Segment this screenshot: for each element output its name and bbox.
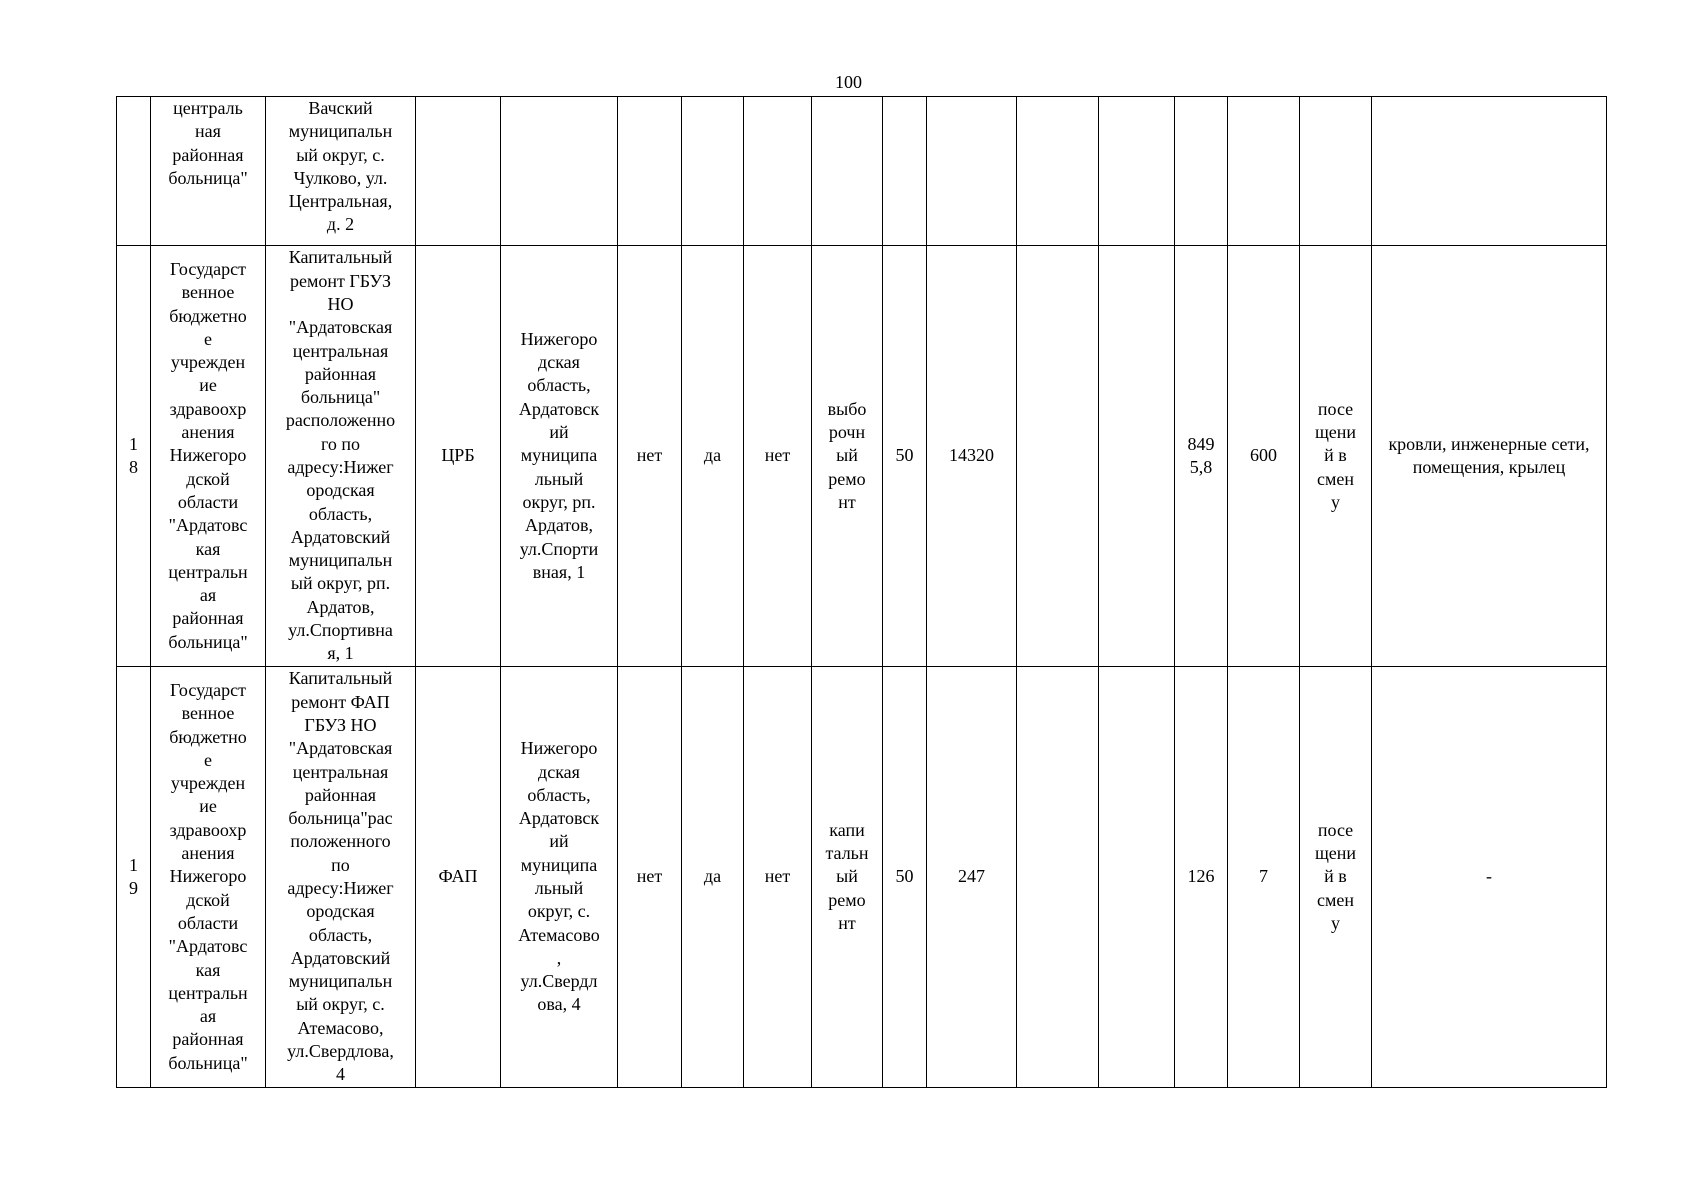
value-cell-10: 600 (1228, 246, 1300, 667)
flag-cell-3: нет (744, 246, 812, 667)
value-cell-9 (1175, 97, 1228, 246)
value-cell-7 (1017, 246, 1099, 667)
table-row (117, 667, 1607, 1088)
flag-cell-1: нет (618, 667, 682, 1088)
value-cell-7 (1017, 667, 1099, 1088)
row-number-cell (117, 97, 151, 246)
unit-cell: посе щени й в смен у (1300, 246, 1372, 667)
value-cell-6 (927, 97, 1017, 246)
object-cell: Вачский муниципальн ый округ, с. Чулково, ул. Центральная, д. 2 (266, 97, 416, 246)
facility-type-cell (416, 97, 501, 246)
flag-cell-2: да (682, 246, 744, 667)
work-type-cell: выбо рочн ый ремо нт (812, 246, 883, 667)
address-cell: Нижегоро дская область, Ардатовск ий муниципа льный округ, с. Атемасово , ул.Свердл ова, 4 (501, 667, 618, 1088)
value-cell-5 (883, 97, 927, 246)
row-number-cell: 1 9 (117, 667, 151, 1088)
row-number-cell: 1 8 (117, 246, 151, 667)
address-cell (501, 97, 618, 246)
organization-cell: Государст венное бюджетно е учрежден ие здравоохр анения Нижегоро дской области "Ардатовс кая центральн ая районная больница" (151, 667, 266, 1088)
table-row (117, 97, 1607, 246)
address-cell: Нижегоро дская область, Ардатовск ий муниципа льный округ, рп. Ардатов, ул.Спорти вная, 1 (501, 246, 618, 667)
value-cell-9: 126 (1175, 667, 1228, 1088)
unit-cell (1300, 97, 1372, 246)
value-cell-5: 50 (883, 667, 927, 1088)
flag-cell-1 (618, 97, 682, 246)
document-table (116, 96, 1607, 1088)
value-cell-8 (1099, 246, 1175, 667)
value-cell-8 (1099, 97, 1175, 246)
note-cell (1372, 97, 1607, 246)
table-row (117, 246, 1607, 667)
object-cell: Капитальный ремонт ГБУЗ НО "Ардатовская центральная районная больница" расположенно го по адресу:Нижег ородская область, Ардатовский муниципальн ый округ, рп. Ардатов, ул.Спортивна я, 1 (266, 246, 416, 667)
value-cell-7 (1017, 97, 1099, 246)
object-cell: Капитальный ремонт ФАП ГБУЗ НО "Ардатовская центральная районная больница"рас положенного по адресу:Нижег ородская область, Ардатовский муниципальн ый округ, с. Атемасово, ул.Свердлова, 4 (266, 667, 416, 1088)
flag-cell-1: нет (618, 246, 682, 667)
organization-cell: централь ная районная больница" (151, 97, 266, 246)
flag-cell-2 (682, 97, 744, 246)
work-type-cell: капи тальн ый ремо нт (812, 667, 883, 1088)
flag-cell-2: да (682, 667, 744, 1088)
note-cell: кровли, инженерные сети, помещения, крылец (1372, 246, 1607, 667)
facility-type-cell: ФАП (416, 667, 501, 1088)
work-type-cell (812, 97, 883, 246)
unit-cell: посе щени й в смен у (1300, 667, 1372, 1088)
value-cell-9: 849 5,8 (1175, 246, 1228, 667)
value-cell-10 (1228, 97, 1300, 246)
page-number: 100 (835, 72, 862, 92)
flag-cell-3: нет (744, 667, 812, 1088)
value-cell-5: 50 (883, 246, 927, 667)
value-cell-6: 14320 (927, 246, 1017, 667)
value-cell-8 (1099, 667, 1175, 1088)
value-cell-6: 247 (927, 667, 1017, 1088)
facility-type-cell: ЦРБ (416, 246, 501, 667)
note-cell: - (1372, 667, 1607, 1088)
flag-cell-3 (744, 97, 812, 246)
value-cell-10: 7 (1228, 667, 1300, 1088)
organization-cell: Государст венное бюджетно е учрежден ие здравоохр анения Нижегоро дской области "Ардатовс кая центральн ая районная больница" (151, 246, 266, 667)
